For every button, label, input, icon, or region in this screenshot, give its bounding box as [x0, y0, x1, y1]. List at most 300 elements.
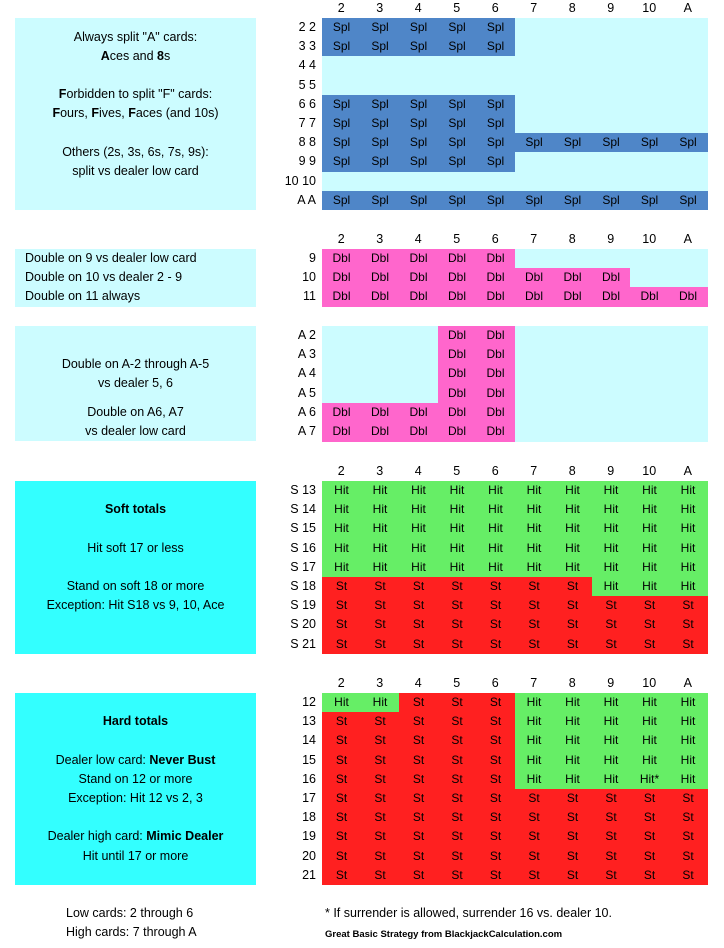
hard-totals-panel-text-part: Dealer high card:: [47, 829, 147, 844]
strategy-cell: St: [361, 635, 400, 655]
strategy-cell: [630, 384, 669, 404]
soft-doubles-panel-text-part: Double on A-2 through A-5: [61, 356, 210, 371]
dealer-upcard-header: 2: [337, 464, 345, 478]
doubles-panel-text: [15, 268, 256, 287]
strategy-cell: [515, 249, 554, 269]
strategy-cell: St: [592, 827, 631, 847]
strategy-cell: Spl: [438, 95, 477, 115]
soft-doubles-panel-text-part: Double on A6, A7: [87, 404, 184, 419]
strategy-cell: St: [669, 866, 708, 886]
strategy-cell: [630, 403, 669, 423]
strategy-cell: Hit: [630, 577, 669, 597]
strategy-cell: Hit: [553, 539, 592, 559]
dealer-upcard-header: 10: [642, 464, 657, 478]
strategy-cell: [515, 56, 554, 76]
strategy-cell: Spl: [322, 114, 361, 134]
soft-doubles-panel-text: [15, 374, 256, 393]
strategy-cell: Spl: [322, 191, 361, 211]
hard-totals-panel-text-part: Hard totals: [102, 714, 169, 729]
dealer-upcard-header: 7: [530, 676, 538, 690]
soft-doubles-panel-text: [15, 355, 256, 374]
strategy-cell: Spl: [630, 133, 669, 153]
strategy-cell: Hit: [515, 731, 554, 751]
player-hand-label: S 18: [290, 579, 316, 593]
strategy-cell: Dbl: [322, 268, 361, 288]
strategy-cell: Spl: [592, 191, 631, 211]
strategy-cell: St: [361, 596, 400, 616]
strategy-cell: Hit: [592, 558, 631, 578]
strategy-cell: St: [438, 596, 477, 616]
strategy-cell: St: [322, 866, 361, 886]
player-hand-label: 6 6: [298, 96, 316, 111]
strategy-cell: Hit: [669, 731, 708, 751]
strategy-cell: [553, 172, 592, 192]
strategy-cell: Hit: [361, 693, 400, 713]
strategy-cell: [669, 152, 708, 172]
dealer-upcard-header: 8: [568, 464, 576, 478]
player-hand-label: 19: [302, 829, 316, 844]
strategy-cell: [592, 18, 631, 38]
strategy-cell: Hit: [515, 500, 554, 520]
hard-totals-panel-text: [15, 770, 256, 789]
strategy-cell: Hit: [592, 519, 631, 539]
doubles-panel-text: [15, 287, 256, 306]
strategy-cell: [515, 384, 554, 404]
strategy-cell: [438, 76, 477, 96]
strategy-cell: St: [361, 577, 400, 597]
strategy-cell: Spl: [438, 114, 477, 134]
strategy-cell: St: [515, 577, 554, 597]
strategy-cell: [592, 76, 631, 96]
dealer-upcard-header: 10: [642, 232, 657, 246]
dealer-upcard-header: 6: [491, 232, 499, 246]
dealer-upcard-header: 7: [530, 464, 538, 478]
strategy-cell: Dbl: [438, 403, 477, 423]
strategy-cell: [399, 172, 438, 192]
strategy-cell: Hit: [476, 519, 515, 539]
strategy-cell: Dbl: [476, 403, 515, 423]
strategy-cell: Spl: [592, 133, 631, 153]
strategy-cell: [553, 345, 592, 365]
strategy-cell: Hit: [399, 500, 438, 520]
strategy-cell: Hit: [515, 693, 554, 713]
player-hand-label: 13: [302, 714, 316, 729]
strategy-cell: [553, 37, 592, 57]
strategy-cell: St: [438, 789, 477, 809]
dealer-upcard-header: 8: [568, 676, 576, 690]
strategy-cell: St: [322, 808, 361, 828]
strategy-cell: [669, 76, 708, 96]
strategy-cell: [515, 18, 554, 38]
strategy-cell: Spl: [476, 18, 515, 38]
strategy-cell: [630, 364, 669, 384]
strategy-cell: Hit: [669, 519, 708, 539]
strategy-cell: Hit: [630, 751, 669, 771]
strategy-cell: Dbl: [361, 268, 400, 288]
strategy-cell: Spl: [322, 37, 361, 57]
strategy-cell: Hit: [553, 731, 592, 751]
strategy-cell: Dbl: [322, 249, 361, 269]
strategy-cell: [630, 422, 669, 442]
strategy-cell: [322, 172, 361, 192]
strategy-cell: St: [399, 712, 438, 732]
strategy-cell: Hit: [322, 500, 361, 520]
strategy-cell: Hit: [630, 500, 669, 520]
strategy-cell: [669, 37, 708, 57]
strategy-cell: Spl: [438, 37, 477, 57]
strategy-cell: Spl: [476, 133, 515, 153]
strategy-cell: [630, 172, 669, 192]
strategy-cell: Spl: [399, 152, 438, 172]
strategy-cell: Spl: [438, 152, 477, 172]
player-hand-label: 5 5: [298, 77, 316, 92]
strategy-cell: St: [592, 847, 631, 867]
strategy-cell: Hit: [630, 481, 669, 501]
strategy-cell: Hit: [476, 500, 515, 520]
strategy-cell: Hit: [476, 558, 515, 578]
soft-totals-panel-text-part: Exception: Hit S18 vs 9, 10, Ace: [46, 598, 225, 613]
strategy-cell: [322, 345, 361, 365]
strategy-cell: Hit: [553, 519, 592, 539]
strategy-cell: Dbl: [476, 384, 515, 404]
player-hand-label: A 5: [297, 385, 316, 400]
strategy-cell: [669, 345, 708, 365]
strategy-cell: Dbl: [361, 422, 400, 442]
dealer-upcard-header: 5: [453, 464, 461, 478]
strategy-cell: Hit: [553, 558, 592, 578]
strategy-cell: [553, 152, 592, 172]
strategy-cell: St: [553, 789, 592, 809]
strategy-cell: [322, 326, 361, 346]
strategy-cell: Hit: [476, 481, 515, 501]
strategy-cell: Hit: [438, 481, 477, 501]
strategy-cell: Hit: [669, 712, 708, 732]
strategy-cell: Dbl: [361, 287, 400, 307]
strategy-cell: [399, 76, 438, 96]
soft-doubles-panel-text-part: vs dealer low card: [85, 424, 186, 438]
strategy-cell: Hit: [515, 751, 554, 771]
pairs-panel-text-part: split vs dealer low card: [72, 164, 199, 178]
strategy-cell: Spl: [322, 133, 361, 153]
hard-totals-panel-text: [15, 847, 256, 866]
strategy-cell: Hit: [399, 558, 438, 578]
hard-totals-panel-text: [15, 789, 256, 808]
strategy-cell: Hit: [438, 500, 477, 520]
pairs-panel-text-part: ours,: [60, 106, 92, 121]
dealer-upcard-header: 9: [607, 1, 615, 15]
soft-totals-panel-text: [15, 596, 256, 615]
strategy-cell: St: [669, 789, 708, 809]
soft-totals-panel-text-part: Hit soft 17 or less: [87, 540, 184, 555]
dealer-upcard-header: 6: [491, 676, 499, 690]
strategy-cell: [669, 172, 708, 192]
strategy-cell: St: [553, 827, 592, 847]
hard-totals-panel-text-part: Mimic Dealer: [146, 829, 224, 844]
dealer-upcard-header: A: [683, 232, 692, 246]
strategy-cell: Dbl: [476, 287, 515, 307]
strategy-cell: St: [322, 712, 361, 732]
strategy-cell: Hit: [322, 693, 361, 713]
strategy-cell: Dbl: [399, 403, 438, 423]
strategy-cell: [399, 364, 438, 384]
strategy-cell: St: [399, 808, 438, 828]
hard-totals-panel-text-part: Never Bust: [149, 752, 216, 767]
strategy-cell: Spl: [476, 152, 515, 172]
strategy-cell: St: [322, 770, 361, 790]
strategy-cell: Dbl: [438, 287, 477, 307]
strategy-cell: Hit: [592, 731, 631, 751]
pairs-panel-text-part: ces and: [109, 48, 158, 63]
strategy-cell: [592, 403, 631, 423]
strategy-cell: [592, 114, 631, 134]
strategy-cell: Hit: [399, 481, 438, 501]
strategy-cell: St: [630, 615, 669, 635]
strategy-cell: St: [399, 866, 438, 886]
dealer-upcard-header: 3: [376, 676, 384, 690]
strategy-cell: Hit: [515, 770, 554, 790]
dealer-upcard-header: 9: [607, 232, 615, 246]
strategy-cell: [669, 384, 708, 404]
dealer-upcard-header: 6: [491, 1, 499, 15]
strategy-cell: [630, 114, 669, 134]
pairs-panel-text-part: s: [164, 48, 171, 63]
strategy-cell: St: [515, 866, 554, 886]
strategy-cell: Spl: [322, 152, 361, 172]
player-hand-label: 11: [303, 289, 316, 304]
pairs-panel-text-part: F: [52, 106, 61, 121]
strategy-cell: St: [669, 847, 708, 867]
strategy-cell: [553, 364, 592, 384]
strategy-cell: Hit: [669, 770, 708, 790]
player-hand-label: 3 3: [298, 39, 316, 54]
strategy-cell: Spl: [515, 191, 554, 211]
strategy-cell: [553, 384, 592, 404]
strategy-cell: St: [476, 731, 515, 751]
doubles-panel-text-part: Double on 9 vs dealer low card: [25, 251, 197, 265]
dealer-upcard-header: 8: [568, 1, 576, 15]
strategy-cell: [515, 172, 554, 192]
strategy-cell: [322, 384, 361, 404]
strategy-cell: [361, 76, 400, 96]
strategy-cell: St: [322, 577, 361, 597]
strategy-cell: Hit: [361, 519, 400, 539]
player-hand-label: 8 8: [298, 135, 316, 150]
strategy-cell: Hit: [630, 712, 669, 732]
strategy-cell: Hit: [669, 539, 708, 559]
strategy-cell: [515, 326, 554, 346]
dealer-upcard-header: 9: [607, 464, 615, 478]
strategy-cell: St: [669, 596, 708, 616]
strategy-cell: St: [515, 827, 554, 847]
strategy-cell: Spl: [361, 114, 400, 134]
strategy-cell: St: [361, 712, 400, 732]
strategy-cell: Dbl: [399, 249, 438, 269]
strategy-cell: St: [515, 789, 554, 809]
strategy-cell: St: [399, 635, 438, 655]
strategy-cell: [322, 56, 361, 76]
strategy-cell: Hit: [553, 500, 592, 520]
strategy-cell: Dbl: [438, 422, 477, 442]
strategy-cell: Spl: [399, 133, 438, 153]
strategy-cell: Spl: [322, 95, 361, 115]
strategy-cell: St: [476, 577, 515, 597]
strategy-cell: Hit: [630, 731, 669, 751]
dealer-upcard-header: 7: [530, 1, 538, 15]
strategy-cell: Hit: [515, 519, 554, 539]
strategy-cell: Spl: [630, 191, 669, 211]
strategy-cell: [630, 152, 669, 172]
strategy-cell: Dbl: [476, 422, 515, 442]
strategy-cell: St: [361, 751, 400, 771]
strategy-cell: St: [438, 693, 477, 713]
pairs-panel-text: [15, 162, 256, 181]
strategy-cell: Dbl: [669, 287, 708, 307]
strategy-cell: [399, 384, 438, 404]
strategy-cell: St: [476, 712, 515, 732]
strategy-cell: St: [553, 635, 592, 655]
strategy-cell: Hit: [592, 693, 631, 713]
strategy-cell: St: [438, 847, 477, 867]
strategy-cell: St: [399, 693, 438, 713]
strategy-cell: Dbl: [438, 364, 477, 384]
dealer-upcard-header: 4: [414, 1, 422, 15]
strategy-cell: Dbl: [515, 268, 554, 288]
strategy-cell: [669, 403, 708, 423]
dealer-upcard-header: 10: [642, 676, 657, 690]
strategy-cell: [322, 364, 361, 384]
strategy-cell: [476, 56, 515, 76]
player-hand-label: S 20: [290, 617, 316, 632]
strategy-cell: Hit: [438, 519, 477, 539]
dealer-upcard-header: 6: [491, 464, 499, 478]
strategy-cell: St: [438, 731, 477, 751]
dealer-upcard-header: 2: [337, 232, 345, 246]
strategy-cell: St: [553, 596, 592, 616]
strategy-cell: St: [476, 751, 515, 771]
strategy-cell: St: [476, 615, 515, 635]
player-hand-label: S 16: [290, 540, 316, 555]
pairs-panel-text: [15, 28, 256, 47]
strategy-cell: [592, 152, 631, 172]
strategy-cell: Spl: [322, 18, 361, 38]
doubles-panel-text: [15, 249, 256, 268]
strategy-cell: St: [399, 615, 438, 635]
strategy-cell: St: [669, 615, 708, 635]
dealer-upcard-header: 5: [453, 1, 461, 15]
strategy-cell: St: [399, 770, 438, 790]
strategy-cell: Dbl: [438, 249, 477, 269]
strategy-cell: St: [322, 635, 361, 655]
soft-doubles-panel-text: [15, 422, 256, 441]
pairs-panel-text-part: aces (and 10s): [135, 106, 219, 121]
strategy-cell: Dbl: [592, 287, 631, 307]
strategy-cell: St: [322, 615, 361, 635]
strategy-cell: Hit: [630, 558, 669, 578]
strategy-cell: [592, 56, 631, 76]
player-hand-label: 16: [302, 771, 316, 786]
strategy-cell: Spl: [361, 152, 400, 172]
strategy-cell: St: [630, 827, 669, 847]
strategy-cell: [592, 172, 631, 192]
strategy-cell: Spl: [361, 18, 400, 38]
strategy-cell: Spl: [476, 114, 515, 134]
strategy-cell: St: [476, 693, 515, 713]
dealer-upcard-header: 3: [376, 232, 384, 246]
pairs-panel-text-part: A: [100, 48, 110, 63]
player-hand-label: 10: [302, 270, 316, 285]
soft-totals-panel-text: [15, 539, 256, 558]
dealer-upcard-header: 7: [530, 232, 538, 246]
strategy-cell: Dbl: [438, 345, 477, 365]
strategy-cell: Dbl: [438, 384, 477, 404]
strategy-cell: [515, 345, 554, 365]
strategy-cell: St: [553, 577, 592, 597]
player-hand-label: 7 7: [298, 116, 316, 130]
strategy-cell: [361, 172, 400, 192]
strategy-cell: [669, 326, 708, 346]
soft-totals-panel-text: [15, 500, 256, 519]
strategy-cell: Dbl: [322, 403, 361, 423]
hard-totals-panel-text-part: Dealer low card:: [55, 752, 150, 767]
strategy-cell: Hit: [669, 751, 708, 771]
strategy-cell: St: [630, 635, 669, 655]
strategy-cell: Spl: [361, 95, 400, 115]
strategy-cell: [399, 56, 438, 76]
player-hand-label: 18: [302, 810, 316, 825]
player-hand-label: A 3: [297, 347, 316, 362]
strategy-cell: Dbl: [322, 422, 361, 442]
strategy-cell: Spl: [669, 133, 708, 153]
player-hand-label: S 17: [290, 559, 316, 574]
strategy-cell: St: [361, 866, 400, 886]
player-hand-label: 9: [309, 251, 316, 265]
strategy-cell: Dbl: [553, 287, 592, 307]
strategy-cell: St: [669, 808, 708, 828]
strategy-cell: [361, 384, 400, 404]
strategy-cell: St: [438, 615, 477, 635]
strategy-cell: St: [322, 596, 361, 616]
strategy-cell: Hit: [399, 539, 438, 559]
strategy-cell: Spl: [553, 133, 592, 153]
strategy-cell: [553, 326, 592, 346]
strategy-cell: Dbl: [553, 268, 592, 288]
strategy-cell: St: [361, 615, 400, 635]
strategy-cell: Dbl: [399, 422, 438, 442]
strategy-cell: St: [592, 596, 631, 616]
pairs-panel-text: [15, 104, 256, 123]
strategy-cell: St: [476, 770, 515, 790]
hard-totals-panel-text-part: Hit until 17 or more: [82, 848, 189, 863]
soft-totals-panel-text: [15, 577, 256, 596]
player-hand-label: 20: [302, 848, 316, 863]
strategy-cell: [553, 422, 592, 442]
strategy-cell: Spl: [399, 37, 438, 57]
strategy-cell: [630, 95, 669, 115]
strategy-cell: Spl: [399, 18, 438, 38]
pairs-panel-text-part: F: [91, 106, 100, 121]
strategy-cell: St: [553, 847, 592, 867]
strategy-cell: [399, 345, 438, 365]
strategy-cell: Hit: [361, 500, 400, 520]
strategy-cell: St: [322, 751, 361, 771]
surrender-footnote: * If surrender is allowed, surrender 16 vs. dealer 10.: [325, 906, 612, 920]
strategy-cell: Dbl: [399, 268, 438, 288]
strategy-cell: Hit: [630, 519, 669, 539]
strategy-cell: St: [438, 827, 477, 847]
strategy-cell: [592, 95, 631, 115]
strategy-cell: Hit: [361, 558, 400, 578]
strategy-cell: Hit: [322, 558, 361, 578]
